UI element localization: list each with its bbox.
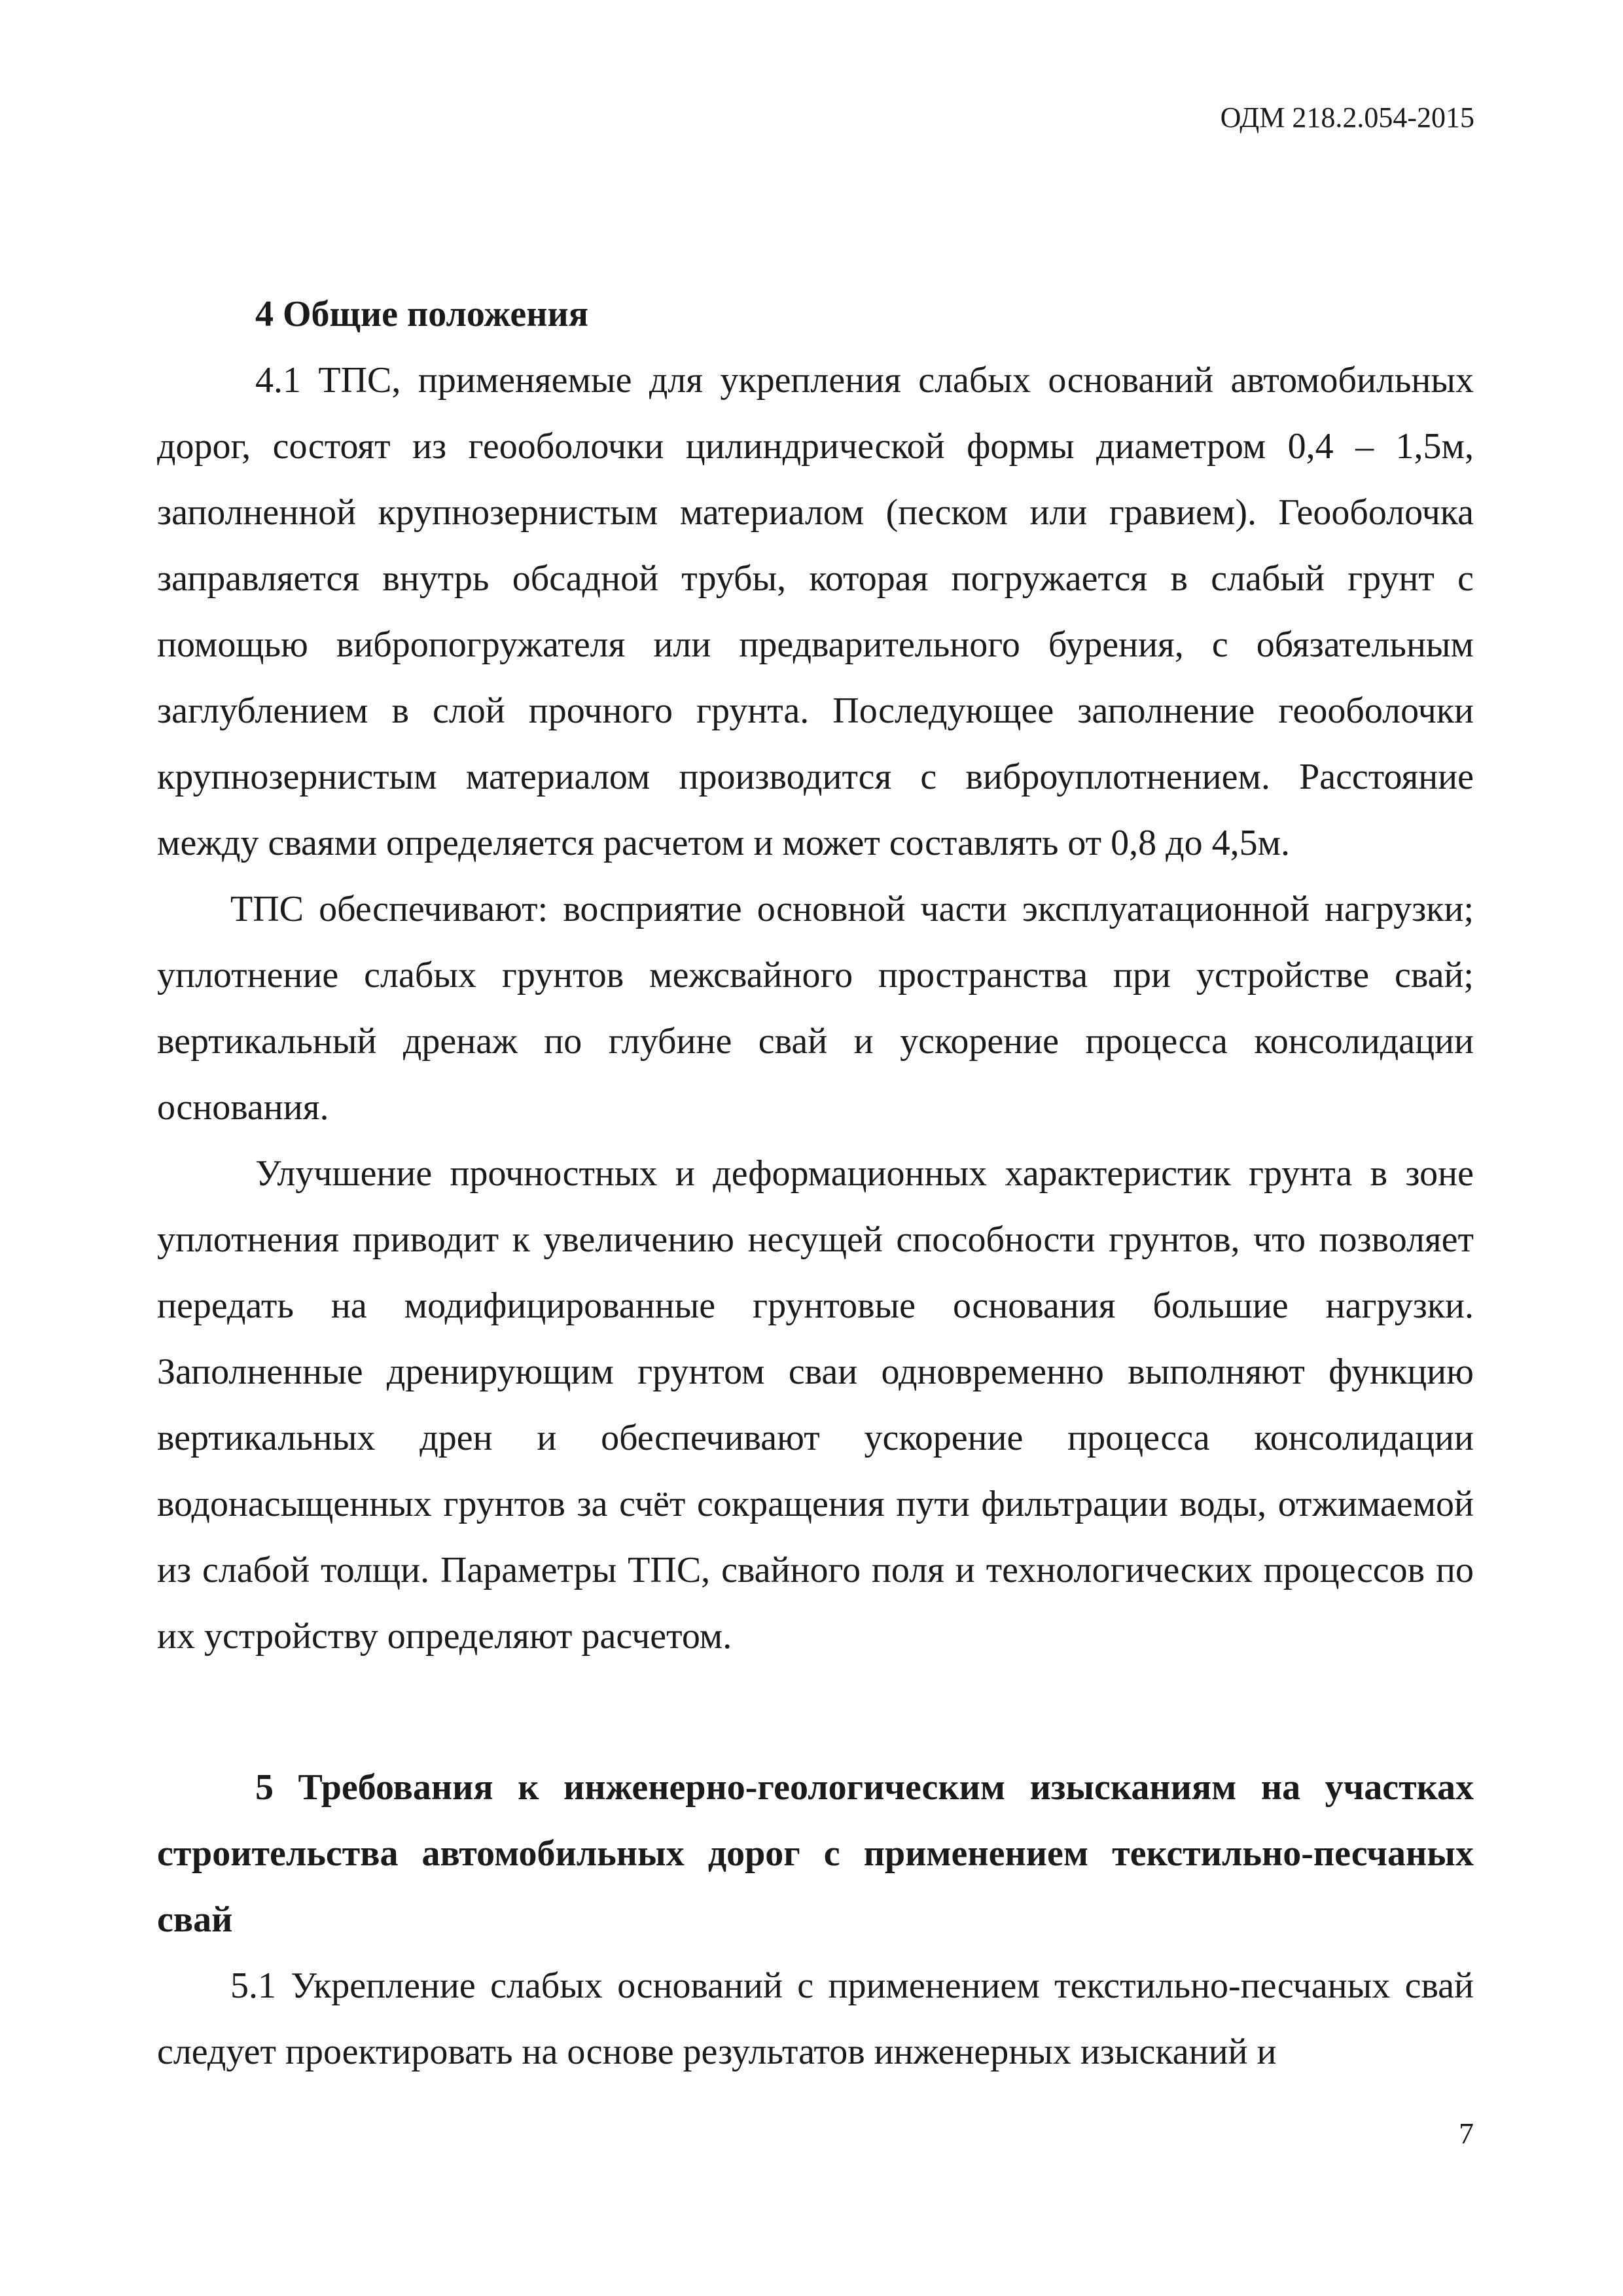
- section-4-heading: 4 Общие положения: [255, 294, 589, 334]
- paragraph-tps-functions: ТПС обеспечивают: восприятие основной части эксплуатационной нагрузки; уплотнение слабых грунтов межсвайного пространства при устройстве свай; вертикальный дренаж по глубине свай и ускорение процесса консолидации основания.: [157, 889, 1474, 1128]
- paragraph-soil-improvement: Улучшение прочностных и деформационных характеристик грунта в зоне уплотнения приводит к увеличению несущей способности грунтов, что позволяет передать на модифицированные грунтовые основания большие нагрузки. Заполненные дренирующим грунтом сваи одновременно выполняют функцию вертикальных дрен и обеспечивают ускорение процесса консолидации водонасыщенных грунтов за счёт сокращения пути фильтрации воды, отжимаемой из слабой толщи. Параметры ТПС, свайного поля и технологических процессов по их устройству определяют расчетом.: [157, 1153, 1474, 1657]
- paragraph-5-1: 5.1 Укрепление слабых оснований с применением текстильно-песчаных свай следует проектировать на основе результатов инженерных изысканий и: [157, 1965, 1474, 2072]
- document-code: ОДМ 218.2.054-2015: [1220, 101, 1474, 134]
- page-number: 7: [1459, 2117, 1474, 2150]
- paragraph-4-1: 4.1 ТПС, применяемые для укрепления слабых оснований автомобильных дорог, состоят из геооболочки цилиндрической формы диаметром 0,4 – 1,5м, заполненной крупнозернистым материалом (песком или гравием). Геооболочка заправляется внутрь обсадной трубы, которая погружается в слабый грунт с помощью вибропогружателя или предварительного бурения, с обязательным заглублением в слой прочного грунта. Последующее заполнение геооболочки крупнозернистым материалом производится с виброуплотнением. Расстояние между сваями определяется расчетом и может составлять от 0,8 до 4,5м.: [157, 360, 1474, 863]
- page-body: [157, 281, 1474, 2085]
- section-5-heading: 5 Требования к инженерно-геологическим изысканиям на участках строительства автомобильных дорог с применением текстильно-песчаных свай: [157, 1767, 1474, 1940]
